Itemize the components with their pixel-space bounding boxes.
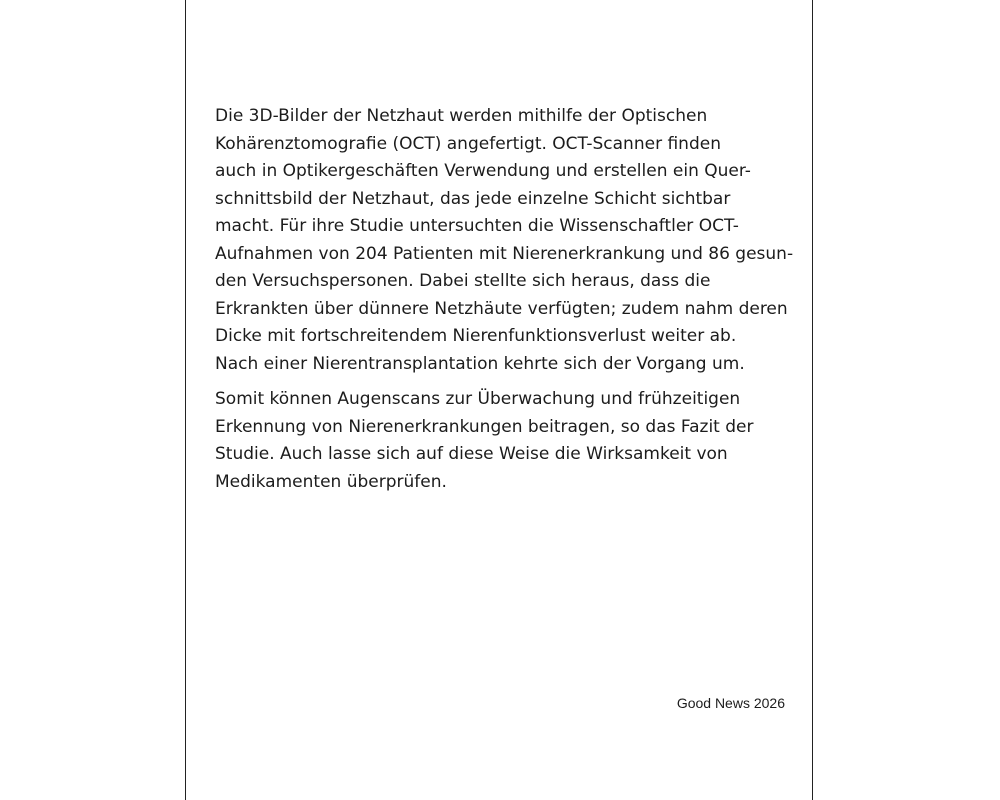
footer-credit: Good News 2026 [676, 695, 785, 711]
text-line: den Versuchspersonen. Dabei stellte sich heraus, dass die [215, 271, 711, 291]
text-line: Medikamenten überprüfen. [215, 471, 447, 492]
paragraph-1 [215, 103, 795, 378]
text-line: Erkrankten über dünnere Netzhäute verfügten; zudem nahm deren [215, 298, 788, 319]
page [185, 0, 813, 800]
text-line: Somit können Augenscans zur Überwachung und frühzeitigen [215, 389, 741, 409]
text-line: Studie. Auch lasse sich auf diese Weise die Wirksamkeit von [215, 444, 728, 464]
text-line: auch in Optikergeschäften Verwendung und erstellen ein Quer- [215, 161, 751, 181]
text-line: Dicke mit fortschreitendem Nierenfunktionsverlust weiter ab. [215, 326, 737, 346]
text-line: Aufnahmen von 204 Patienten mit Nierenerkrankung und 86 gesun- [215, 243, 794, 264]
text-line: Erkennung von Nierenerkrankungen beitragen, so das Fazit der [215, 416, 754, 437]
text-line: schnittsbild der Netzhaut, das jede einzelne Schicht sichtbar [215, 188, 731, 209]
paragraph-2 [215, 386, 795, 496]
text-line: Nach einer Nierentransplantation kehrte sich der Vorgang um. [215, 353, 745, 374]
article-body [215, 103, 795, 496]
text-line: Die 3D-Bilder der Netzhaut werden mithilfe der Optischen [215, 106, 708, 126]
text-line: macht. Für ihre Studie untersuchten die Wissenschaftler OCT- [215, 216, 739, 236]
text-line: Kohärenztomografie (OCT) angefertigt. OCT-Scanner finden [215, 133, 721, 154]
